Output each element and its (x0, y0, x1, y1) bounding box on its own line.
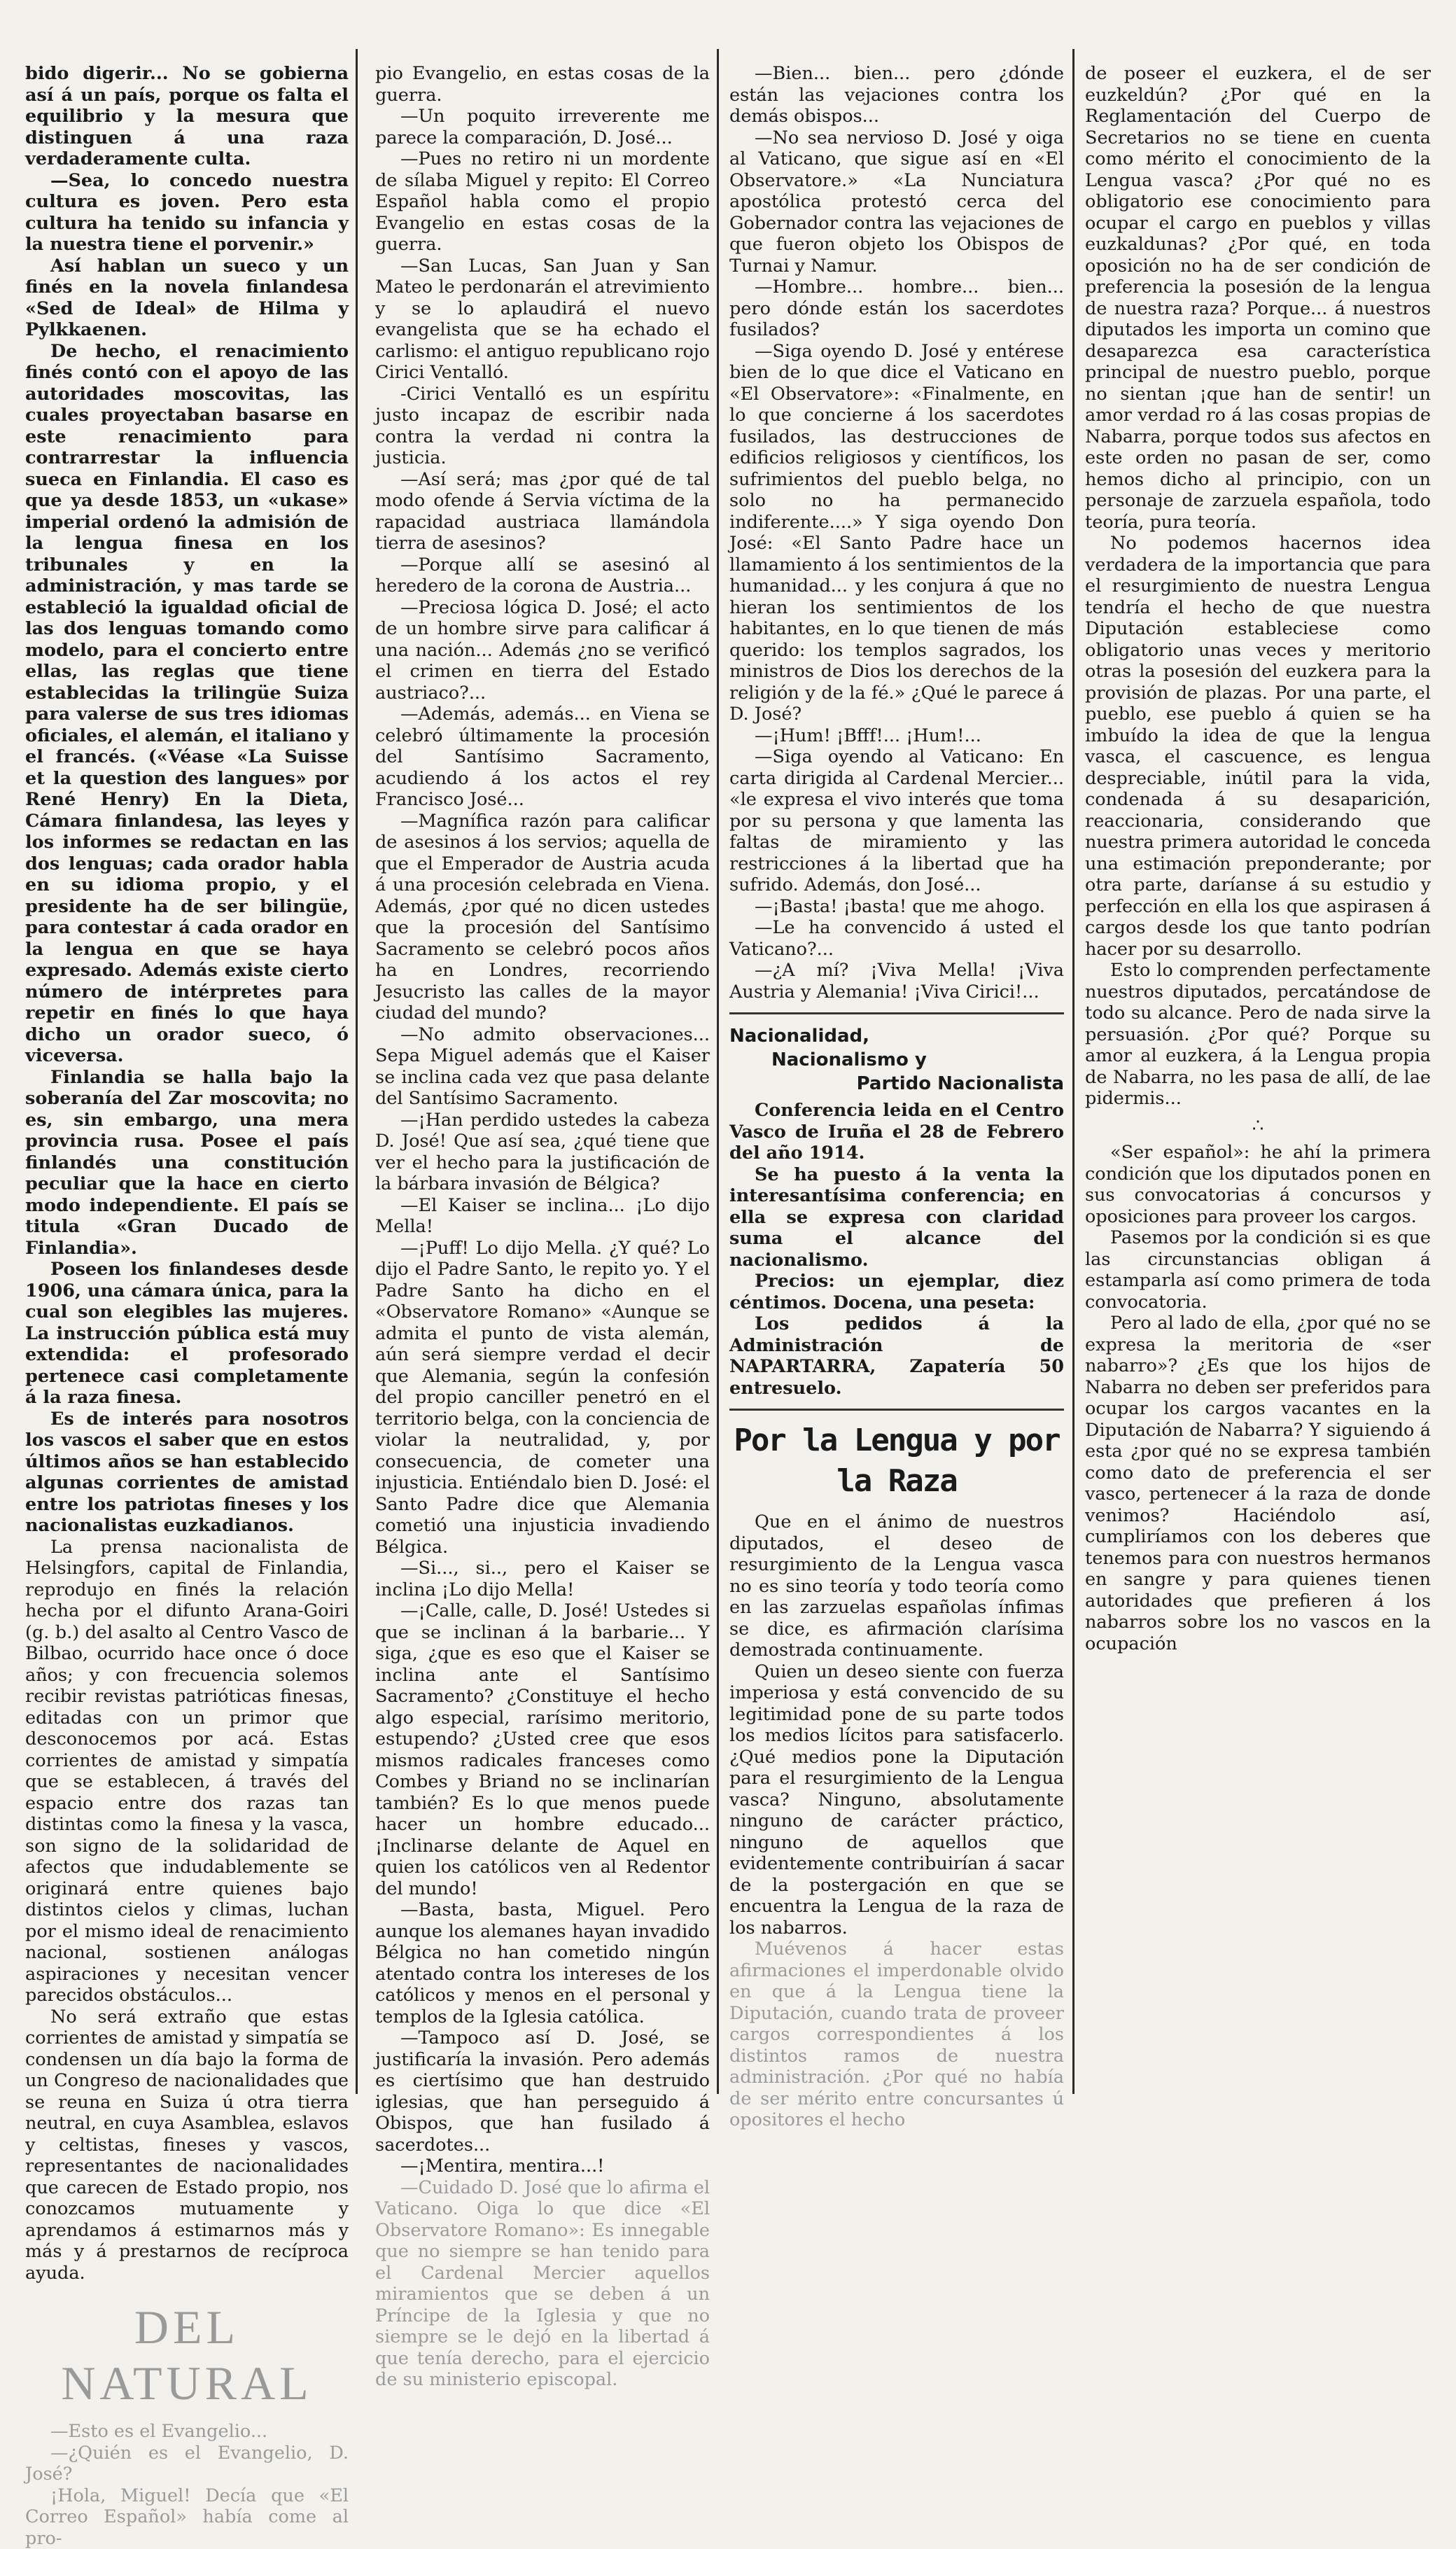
article-paragraph: Finlandia se halla bajo la soberanía del Zar moscovita; no es, sin embargo, una mera provincia rusa. Posee el país finlandés una constitución peculiar que la hace en cierto modo independiente. El país se titula «Gran Ducado de Finlandia». (25, 1067, 349, 1259)
divider (729, 1409, 1064, 1411)
article-paragraph: Es de interés para nosotros los vascos el saber que en estos últimos años se han establecido algunas corrientes de amistad entre los patriotas fineses y los nacionalistas euzkadianos. (25, 1409, 349, 1537)
article-paragraph: «Ser español»: he ahí la primera condición que los diputados ponen en sus convocatorias á concursos y oposiciones para proveer los cargos. (1085, 1142, 1431, 1227)
article-paragraph: —Además, además... en Viena se celebró últimamente la procesión del Santísimo Sacramento, acudiendo á los actos el rey Francisco José... (375, 704, 710, 811)
article-paragraph: —Esto es el Evangelio... (25, 2421, 349, 2443)
article-paragraph: —Sea, lo concedo nuestra cultura es joven. Pero esta cultura ha tenido su infancia y la nuestra tiene el porvenir.» (25, 170, 349, 256)
article-paragraph: —¿A mí? ¡Viva Mella! ¡Viva Austria y Alemania! ¡Viva Cirici!... (729, 960, 1064, 1003)
article-paragraph: Pasemos por la condición si es que las circunstancias obligan á estamparla así como primera de toda convocatoria. (1085, 1227, 1431, 1313)
article-paragraph: —Magnífica razón para calificar de asesinos á los servios; aquella de que el Emperador de Austria acuda á una procesión celebrada en Viena. Además, ¿por qué no dicen ustedes que la procesión del Santísimo Sacramento se celebró pocos años ha en Londres, recorriendo Jesucristo las calles de la mayor ciudad del mundo? (375, 811, 710, 1024)
article-paragraph: La prensa nacionalista de Helsingfors, capital de Finlandia, reprodujo en finés la relación hecha por el difunto Arana-Goiri (g. b.) del asalto al Centro Vasco de Bilbao, ocurrido hace once ó doce años; y con frecuencia solemos recibir revistas patrióticas finesas, editadas con un primor que desconocemos por acá. Estas corrientes de amistad y simpatía que se establecen, á través del espacio entre dos razas tan distintas como la finesa y la vasca, son signo de la solidaridad de afectos que indudablemente se originará entre quienes bajo distintos cielos y climas, luchan por el mismo ideal de renacimiento nacional, sostienen análogas aspiraciones y necesitan vencer parecidos obstáculos... (25, 1537, 349, 2006)
article-paragraph: ¡Hola, Miguel! Decía que «El Correo Español» había come al pro- (25, 2485, 349, 2549)
article-paragraph: —Siga oyendo al Vaticano: En carta dirigida al Cardenal Mercier... «le expresa el vivo interés que toma por su persona y que lamenta las faltas de miramiento y las restricciones á la libertad que ha sufrido. Además, don José... (729, 746, 1064, 896)
article-paragraph: —No sea nervioso D. José y oiga al Vaticano, que sigue así en «El Observatore.» «La Nunciatura apostólica protestó cerca del Gobernador contra las vejaciones de que fueron objeto los Obispos de Turnai y Namur. (729, 127, 1064, 277)
article-paragraph: bido digerir... No se gobierna así á un país, porque os falta el equilibrio y la mesura que distinguen á una raza verdaderamente culta. (25, 63, 349, 170)
column-2 (375, 63, 710, 2087)
article-paragraph: Quien un deseo siente con fuerza imperiosa y está convencido de su legitimidad pone de su parte todos los medios lícitos para satisfacerlo. ¿Qué medios pone la Diputación para el resurgimiento de la Lengua vasca? Ninguno, absolutamente ninguno de carácter práctico, ninguno de aquellos que evidentemente contribuirían á sacar de la postergación en que se encuentra la Lengua de la raza de los nabarros. (729, 1661, 1064, 1939)
article-paragraph: —Si..., si.., pero el Kaiser se inclina ¡Lo dijo Mella! (375, 1558, 710, 1600)
article-paragraph: —No admito observaciones... Sepa Miguel además que el Kaiser se inclina cada vez que pasa delante del Santísimo Sacramento. (375, 1024, 710, 1110)
article-paragraph: —Hombre... hombre... bien... pero dónde están los sacerdotes fusilados? (729, 277, 1064, 341)
column-rule (717, 49, 719, 2094)
article-paragraph: —Basta, basta, Miguel. Pero aunque los alemanes hayan invadido Bélgica no han cometido ningún atentado contra los intereses de los católicos y menos en el personal y templos de la Iglesia católica. (375, 1899, 710, 2027)
article-paragraph: —Un poquito irreverente me parece la comparación, D. José... (375, 106, 710, 148)
section-title-line: Partido Nacionalista (729, 1072, 1064, 1096)
article-paragraph: No podemos hacernos idea verdadera de la importancia que para el resurgimiento de nuestra Lengua tendría el hecho de que nuestra Diputación estableciese como obligatorio unas veces y meritorio otras la posesión del euzkera para la provisión de plazas. Por una parte, el pueblo, ese pueblo á quien se ha imbuído la idea de que la lengua vasca, el cascuence, es lengua despreciable, inútil para la vida, condenada á su desaparición, reaccionaria, considerando que nuestra primera autoridad le conceda una estimación preponderante; por otra parte, daríanse á su estudio y perfección en ella los que aspirasen á cargos desde los que tanto podrían hacer por su desarrollo. (1085, 533, 1431, 960)
article-paragraph: —El Kaiser se inclina... ¡Lo dijo Mella! (375, 1195, 710, 1238)
article-paragraph: -Cirici Ventalló es un espíritu justo incapaz de escribir nada contra la verdad ni contra la justicia. (375, 384, 710, 469)
article-paragraph: —Bien... bien... pero ¿dónde están las vejaciones contra los demás obispos... (729, 63, 1064, 127)
article-paragraph: —Así será; mas ¿por qué de tal modo ofende á Servia víctima de la rapacidad austriaca llamándola tierra de asesinos? (375, 469, 710, 554)
article-paragraph: —¡Hum! ¡Bfff!... ¡Hum!... (729, 725, 1064, 747)
article-paragraph: —¡Calle, calle, D. José! Ustedes si que se inclinan á la barbarie... Y siga, ¿que es eso que el Kaiser se inclina ante el Santísimo Sacramento? ¿Constituye el hecho algo especial, rarísimo meritorio, estupendo? ¿Usted cree que esos mismos radicales franceses como Combes y Briand no se inclinarían también? Es lo que menos puede hacer un hombre educado... ¡Inclinarse delante de Aquel en quien los católicos ven al Redentor del mundo! (375, 1600, 710, 1899)
column-4 (1085, 63, 1431, 2087)
article-paragraph: De hecho, el renacimiento finés contó con el apoyo de las autoridades moscovitas, las cuales proyectaban basarse en este renacimiento para contrarrestar la influencia sueca en Finlandia. El caso es que ya desde 1853, un «ukase» imperial ordenó la admisión de la lengua finesa en los tribunales y en la administración, y mas tarde se estableció la igualdad oficial de las dos lenguas tomando como modelo, para el concierto entre ellas, las reglas que tiene establecidas la trilingüe Suiza para valerse de sus tres idiomas oficiales, el alemán, el italiano y el francés. («Véase «La Suisse et la question des langues» por René Henry) En la Dieta, Cámara finlandesa, las leyes y los informes se redactan en las dos lenguas; cada orador habla en su idioma propio, y el presidente ha de ser bilingüe, para contestar á cada orador en la lengua en que se haya expresado. Además existe cierto número de intérpretes para repetir en finés lo que haya dicho un orador sueco, ó viceversa. (25, 341, 349, 1067)
article-paragraph: pio Evangelio, en estas cosas de la guerra. (375, 63, 710, 106)
column-rule (1072, 49, 1074, 2094)
article-paragraph: —Le ha convencido á usted el Vaticano?... (729, 917, 1064, 960)
notice-paragraph: Precios: un ejemplar, diez céntimos. Docena, una peseta: (729, 1271, 1064, 1313)
column-1 (25, 63, 349, 2087)
notice-paragraph: Se ha puesto á la venta la interesantísima conferencia; en ella se expresa con claridad suma el alcance del nacionalismo. (729, 1164, 1064, 1271)
section-separator: ∴ (1085, 1115, 1431, 1137)
article-paragraph: —¡Han perdido ustedes la cabeza D. José! Que así sea, ¿qué tiene que ver el hecho para la justificación de la bárbara invasión de Bélgica? (375, 1110, 710, 1195)
article-paragraph: Muévenos á hacer estas afirmaciones el imperdonable olvido en que á la Lengua tiene la Diputación, cuando trata de proveer cargos correspondientes á los distintos ramos de nuestra administración. ¿Por qué no había de ser mérito entre concursantes ú opositores el hecho (729, 1939, 1064, 2131)
article-paragraph: —Siga oyendo D. José y entérese bien de lo que dice el Vaticano en «El Observatore»: «Finalmente, en lo que concierne á los sacerdotes fusilados, las destrucciones de edificios religiosos y científicos, los sufrimientos del pueblo belga, no solo no ha permanecido indiferente....» Y siga oyendo Don José: «El Santo Padre hace un llamamiento á los sentimientos de la humanidad... y les conjura á que no hieran los sentimientos de los habitantes, en lo que tienen de más querido: los templos sagrados, los ministros de Dios los derechos de la religión y de la fé.» ¿Qué le parece á D. José? (729, 341, 1064, 725)
column-rule (356, 49, 358, 2094)
notice-paragraph: Conferencia leida en el Centro Vasco de Iruña el 28 de Febrero del año 1914. (729, 1100, 1064, 1164)
column-3 (729, 63, 1064, 2087)
article-paragraph: Así hablan un sueco y un finés en la novela finlandesa «Sed de Ideal» de Hilma y Pylkkaenen. (25, 256, 349, 341)
article-paragraph: —Pues no retiro ni un mordente de sílaba Miguel y repito: El Correo Español habla como el propio Evangelio en estas cosas de la guerra. (375, 148, 710, 256)
notice-paragraph: Los pedidos á la Administración de NAPARTARRA, Zapatería 50 entresuelo. (729, 1313, 1064, 1399)
article-paragraph: —Cuidado D. José que lo afirma el Vaticano. Oiga lo que dice «El Observatore Romano»: Es innegable que no siempre se han tenido para el Cardenal Mercier aquellos miramientos que se deben á un Príncipe de la Iglesia y que no siempre se le dejó en la libertad á que tenía derecho, para el ejercicio de su ministerio episcopal. (375, 2177, 710, 2391)
article-paragraph: Pero al lado de ella, ¿por qué no se expresa la meritoria de «ser nabarro»? ¿Es que los hijos de Nabarra no deben ser preferidos para ocupar los cargos vacantes en la Diputación de Nabarra? Y siguiendo á esta ¿por qué no se expresa también como dato de preferencia el ser vasco, pertenecer á la raza de donde venimos? Haciéndolo así, cumpliríamos con los deberes que tenemos para con nuestros hermanos en sangre y para quienes tienen autoridades que prefieren á los nabarros sobre los no vascos en la ocupación (1085, 1313, 1431, 1654)
article-paragraph: No será extraño que estas corrientes de amistad y simpatía se condensen un día bajo la forma de un Congreso de nacionalidades que se reuna en Suiza ú otra tierra neutral, en cuya Asamblea, eslavos y celtistas, fineses y vascos, representantes de nacionalidades que carecen de Estado propio, nos conozcamos mutuamente y aprendamos á estimarnos más y más y á prestarnos de recíproca ayuda. (25, 2006, 349, 2284)
article-paragraph: de poseer el euzkera, el de ser euzkeldún? ¿Por qué en la Reglamentación del Cuerpo de Secretarios no se tiene en cuenta como mérito el conocimiento de la Lengua vasca? ¿Por qué no es obligatorio ese conocimiento para ocupar el cargo en pueblos y villas euzkaldunas? ¿Por qué, en toda oposición no ha de ser condición de preferencia la posesión de la lengua de nuestra raza? Porque... á nuestros diputados les importa un comino que desaparezca esa característica principal de nuestro pueblo, porque no sientan ¡que han de sentir! un amor verdad ro á las cosas propias de Nabarra, porque todos sus afectos en este orden no pasan de ser, como hemos dicho al principio, con un personaje de zarzuela española, todo teoría, pura teoría. (1085, 63, 1431, 533)
article-paragraph: —¡Mentira, mentira...! (375, 2156, 710, 2177)
article-paragraph: —Porque allí se asesinó al heredero de la corona de Austria... (375, 554, 710, 597)
section-heading-del-natural: DEL NATURAL (25, 2299, 349, 2411)
article-paragraph: —Preciosa lógica D. José; el acto de un hombre sirve para calificar á una nación... Además ¿no se verificó el crimen en tierra del Estado austriaco?... (375, 597, 710, 704)
section-title-line: Nacionalismo y (729, 1048, 1064, 1072)
article-paragraph: Esto lo comprenden perfectamente nuestros diputados, percatándose de todo su alcance. Pero de nada sirve la persuasión. ¿Por qué? Porque su amor al euzkera, á la Lengua propia de Nabarra, no les pasa de allí, de lae pidermis... (1085, 960, 1431, 1110)
article-paragraph: —¡Puff! Lo dijo Mella. ¿Y qué? Lo dijo el Padre Santo, le repito yo. Y el Padre Santo ha dicho en el «Observatore Romano» «Aunque se admita el punto de vista alemán, aún será siempre verdad el decir que Alemania, según la confesión del propio canciller penetró en el territorio belga, con la conciencia de violar la neutralidad, y, por consecuencia, de cometer una injusticia. Entiéndalo bien D. José: el Santo Padre dice que Alemania cometió una injusticia invadiendo Bélgica. (375, 1238, 710, 1558)
section-title-nacionalidad (729, 1024, 1064, 1096)
divider (729, 1012, 1064, 1014)
headline-lengua-raza: Por la Lengua y por la Raza (729, 1420, 1064, 1502)
section-title-line: Nacionalidad, (729, 1026, 869, 1047)
article-paragraph: —Tampoco así D. José, se justificaría la invasión. Pero además es ciertísimo que han destruido iglesias, que han perseguido á Obispos, que han fusilado á sacerdotes... (375, 2027, 710, 2156)
article-paragraph: —¡Basta! ¡basta! que me ahogo. (729, 896, 1064, 918)
article-paragraph: Que en el ánimo de nuestros diputados, el deseo de resurgimiento de la Lengua vasca no es sino teoría y todo teoría como en las zarzuelas españolas ínfimas se dice, es afirmación clarísima demostrada continuamente. (729, 1511, 1064, 1661)
article-paragraph: Poseen los finlandeses desde 1906, una cámara única, para la cual son elegibles las mujeres. La instrucción pública está muy extendida: el profesorado pertenece casi completamente á la raza finesa. (25, 1259, 349, 1409)
article-paragraph: —¿Quién es el Evangelio, D. José? (25, 2443, 349, 2485)
article-paragraph: —San Lucas, San Juan y San Mateo le perdonarán el atrevimiento y se lo aplaudirá el nuevo evangelista que se ha echado el carlismo: el antiguo republicano rojo Cirici Ventalló. (375, 256, 710, 384)
